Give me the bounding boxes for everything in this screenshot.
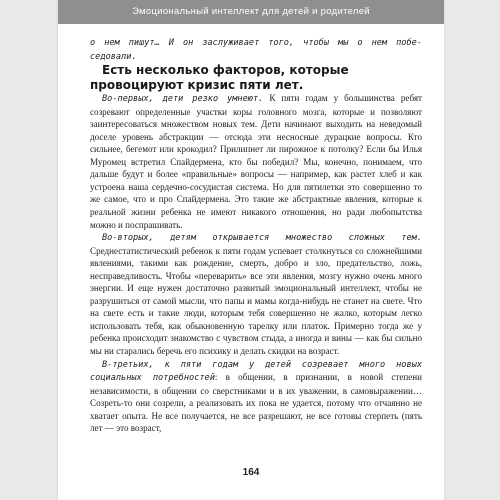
paragraph-1-text: К пяти годам у большинства ребят созревают определенные участки коры головного мозга, которые и позволяют заинтересоваться множеством новых тем. Дети начинают выходить на неведомый доселе уровень абстракции — отсюда эти несносные дурацкие вопросы. Кто сильнее, бегемот или крокодил? Прилипнет ли пирожное к потолку? Если бы Илья Муромец встретил Спайдермена, кто бы победил? Мы, конечно, понимаем, что дальше будут и более «правильные» вопросы — например, как растет хлеб и как устроена наша сердечно-сосудистая система. Но для пятилетки это совершенно то же самое, что и про Спайдермена. Это такие же абстрактные явления, которые к реальной жизни ребенка не имеют никакого отношения, но ради любопытства можно и поспрашивать.: [90, 93, 423, 230]
book-page: [58, 0, 444, 500]
page-number: 164: [242, 467, 260, 478]
paragraph-3-lead: В-третьих, к пяти годам у детей созревает много новых социальных потребностей: [90, 359, 422, 384]
paragraph-1: [90, 92, 422, 231]
paragraph-1-lead: Во-первых, дети резко умнеют.: [102, 94, 264, 105]
paragraph-2: [90, 231, 422, 357]
page-body: [90, 36, 422, 435]
paragraph-3: [90, 358, 422, 435]
paragraph-2-text: Среднестатистический ребенок к пяти годам успевает столкнуться со сложнейшими явлениями, такими как рождение, смерть, добро и зло, предательство, ложь, несправедливость. Чтобы «переварить» все эти явления, мозгу нужно очень много энергии. И еще нужен достаточно развитый эмоциональный интеллект, чтобы не разрушиться от самой мысли, что папы и мамы когда-нибудь не станет на свете. Что на свете есть и такие люди, которым тебя совершенно не жалко, которым легко использовать тебя, как обыкновенную тарелку или платок. Примерно тогда же у ребенка происходит знакомство с чувством стыда, а иногда и вины — как бы сильно мы ни старались беречь его психику и делать скидки на возраст.: [90, 245, 422, 357]
paragraph-3-text: : в общении, в признании, в новой степени независимости, в общении со сверстниками и в их уважении, в самовыражении… Созреть-то они созрели, а реализовать их пока не удается, потому что отчаянно не хватает опыта. Не все получается, не все разрешают, не все готовы стерпеть (пять лет — это возраст,: [90, 372, 423, 434]
intro-handwritten-text: о нем пишут… И он заслуживает того, чтобы мы о нем побе-седовали.: [90, 38, 422, 62]
running-header: Эмоциональный интеллект для детей и родителей: [58, 0, 444, 24]
section-heading: Есть несколько факторов, которые провоцируют кризис пяти лет.: [90, 63, 349, 92]
paragraph-2-lead: Во-вторых, детям открывается множество сложных тем.: [102, 233, 422, 244]
intro-paragraph: [90, 36, 422, 63]
